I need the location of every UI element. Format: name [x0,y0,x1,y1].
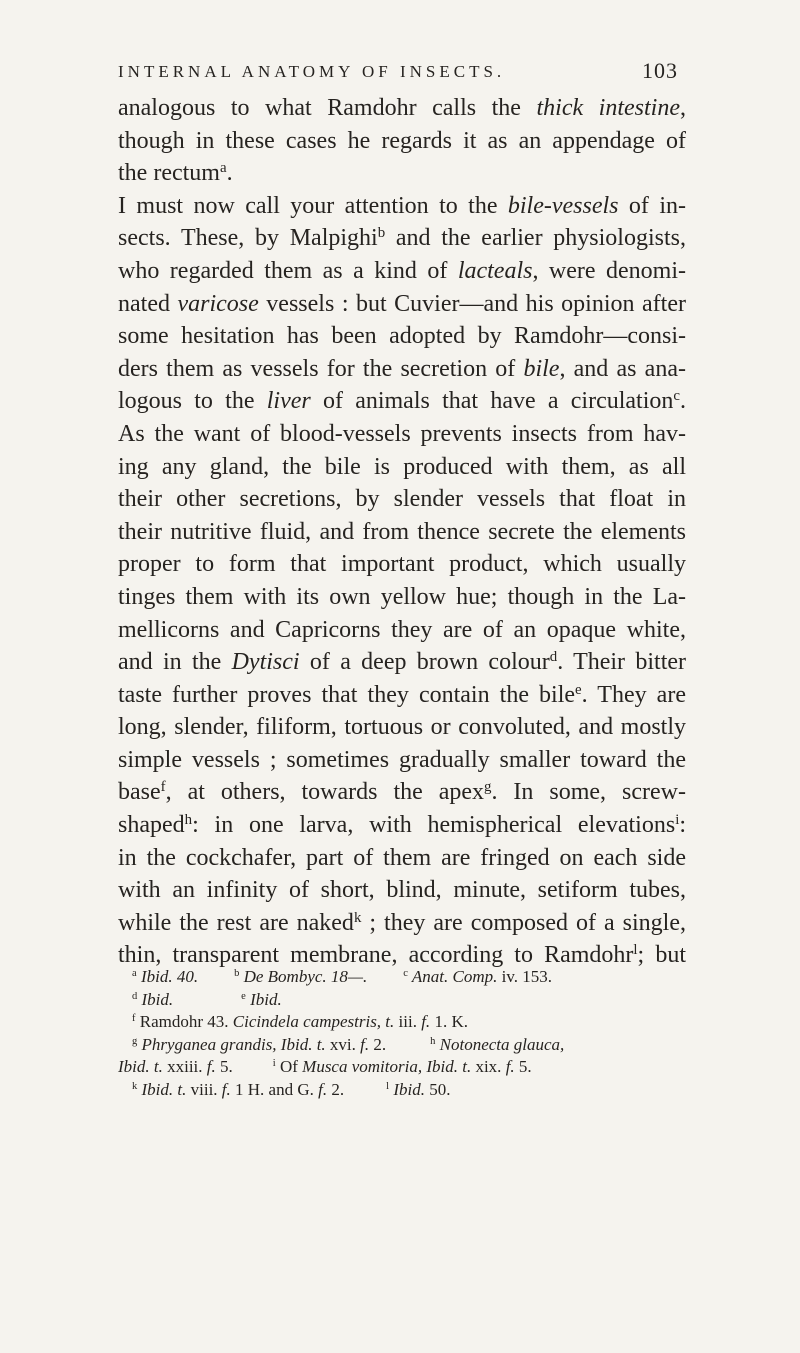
text-line: simple vessels ; sometimes gradually smaller toward the [118,746,686,773]
text-line: thin, transparent membrane, according to Ramdohr$^l$; but [118,942,686,969]
footnote-ref: i [675,811,680,828]
text-line: with an infinity of short, blind, minute, setiform tubes, [118,877,686,904]
footnote-ref: h [184,811,193,828]
footnote-line: $^f$ Ramdohr 43. Cicindela campestris, t. iii. f. 1. K. [132,1012,468,1031]
footnote-ref: c [673,388,680,405]
footnote-ref: d [549,648,558,665]
text-line: their other secretions, by slender vessels that float in [118,486,686,513]
footnote-ref: e [575,681,582,698]
footnote-ref: f [160,779,166,796]
text-line: logous to the liver of animals that have a circulation$^c$. [118,388,686,415]
footnote-line: $^d$ Ibid. $^e$ Ibid. [132,989,282,1009]
footnote-ref: k [353,909,362,926]
body-text [118,92,686,972]
text-line: tinges them with its own yellow hue; though in the La- [118,583,686,610]
text-line: in the cockchafer, part of them are fringed on each side [118,844,686,871]
footnote-ref: b [377,225,386,242]
text-line: mellicorns and Capricorns they are of an opaque white, [118,616,686,643]
footnote-ref: a [219,160,227,177]
footnote-line: $^g$ Phryganea grandis, Ibid. t. xvi. f. 2. $^h$ Notonecta glauca, [132,1034,565,1054]
text-line: base$^f$, at others, towards the apex$^g$. In some, screw- [118,779,686,806]
footnote-ref: l [633,942,638,959]
text-line: As the want of blood-vessels prevents insects from hav- [118,420,686,447]
text-line: proper to form that important product, which usually [118,551,686,578]
text-line: sects. These, by Malpighi$^b$ and the earlier physiologists, [118,225,686,252]
text-line: analogous to what Ramdohr calls the thick intestine, [118,95,686,121]
footnote-line: $^k$ Ibid. t. viii. f. 1 H. and G. f. 2. $^l$ Ibid. 50. [132,1079,451,1099]
footnotes [118,966,686,1101]
text-line: ing any gland, the bile is produced with them, as all [118,453,686,480]
footnote-line: $^a$ Ibid. 40. $^b$ De Bombyc. 18—. $^c$ Anat. Comp. iv. 153. [132,967,553,986]
text-line: though in these cases he regards it as an appendage of [118,127,686,154]
text-line: nated varicose vessels : but Cuvier—and his opinion after [118,290,686,317]
footnote-line: Ibid. t. xxiii. f. 5. $^i$ Of Musca vomitoria, Ibid. t. xix. f. 5. [118,1057,532,1076]
text-line: long, slender, filiform, tortuous or convoluted, and mostly [118,714,686,741]
text-line: while the rest are naked$^k$ ; they are composed of a single, [118,909,686,936]
page-number: 103 [642,58,678,83]
text-line: and in the Dytisci of a deep brown colour$^d$. Their bitter [118,648,687,676]
footnote-ref: g [484,779,492,796]
text-line: their nutritive fluid, and from thence secrete the elements [118,518,686,545]
text-line: who regarded them as a kind of lacteals, were denomi- [118,257,687,284]
text-line: I must now call your attention to the bile-vessels of in- [118,192,686,219]
text-line: ders them as vessels for the secretion of bile, and as ana- [118,355,686,382]
text-line: taste further proves that they contain the bile$^e$. They are [118,681,686,708]
text-line: the rectum$^a$. [118,160,233,187]
text-line: shaped$^h$: in one larva, with hemispherical elevations$^i$: [118,811,686,839]
text-line: some hesitation has been adopted by Ramdohr—consi- [118,323,686,350]
running-title: INTERNAL ANATOMY OF INSECTS. [118,62,506,81]
